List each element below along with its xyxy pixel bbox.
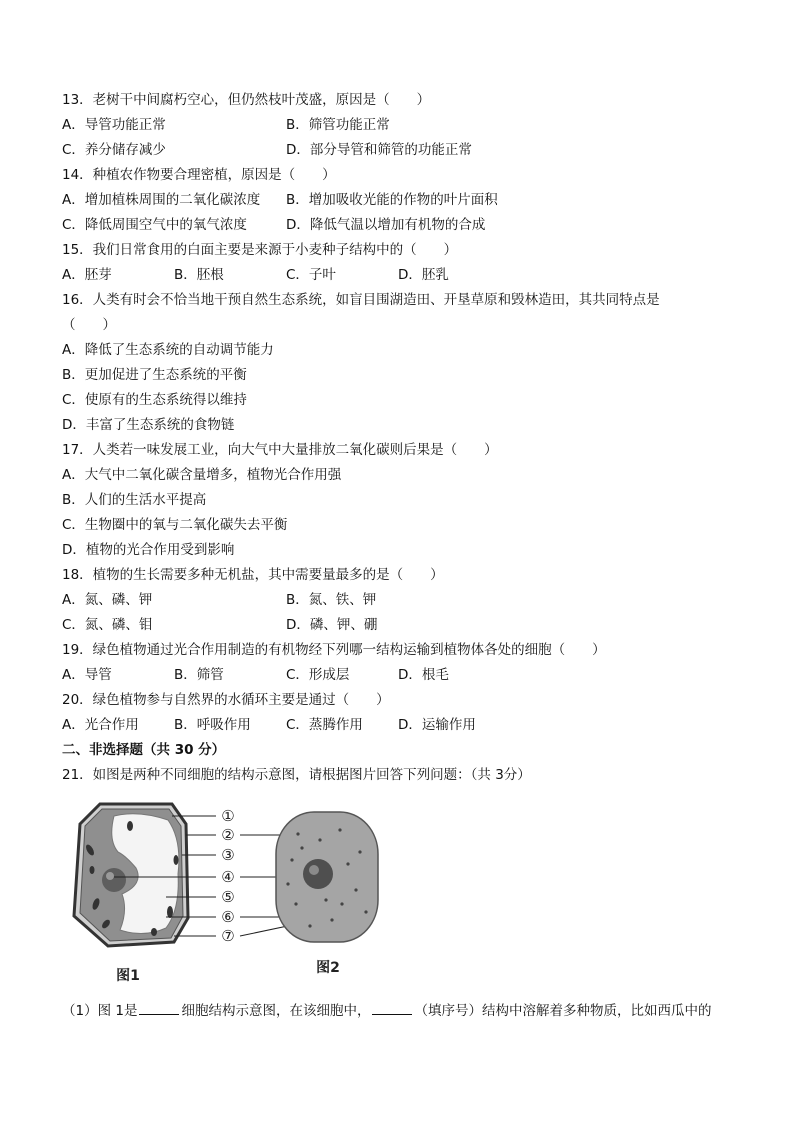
label-4: ④ bbox=[221, 868, 235, 886]
q19-option-d: D．根毛 bbox=[398, 667, 449, 683]
q13-stem: 13．老树干中间腐朽空心，但仍然枝叶茂盛，原因是（ ） bbox=[62, 92, 431, 108]
q21-sub1 bbox=[62, 1000, 711, 1020]
q15-option-b: B．胚根 bbox=[174, 267, 224, 283]
q19-option-b: B．筛管 bbox=[174, 667, 224, 683]
q15-option-c: C．子叶 bbox=[286, 267, 336, 283]
q15-option-d: D．胚乳 bbox=[398, 267, 449, 283]
q19-stem: 19．绿色植物通过光合作用制造的有机物经下列哪一结构运输到植物体各处的细胞（ ） bbox=[62, 642, 606, 658]
q17-option-d: D．植物的光合作用受到影响 bbox=[62, 542, 235, 558]
label-6: ⑥ bbox=[221, 908, 235, 926]
figure-2-caption: 图2 bbox=[316, 960, 340, 976]
q13-option-a: A．导管功能正常 bbox=[62, 117, 166, 133]
q14-option-c: C．降低周围空气中的氧气浓度 bbox=[62, 217, 247, 233]
q21-stem: 21．如图是两种不同细胞的结构示意图，请根据图片回答下列问题：（共 3分） bbox=[62, 767, 531, 783]
q16-option-a: A．降低了生态系统的自动调节能力 bbox=[62, 342, 274, 358]
figure-1-caption: 图1 bbox=[116, 968, 140, 984]
q21-sub1-part2: 细胞结构示意图，在该细胞中， bbox=[181, 1003, 371, 1019]
q20-option-b: B．呼吸作用 bbox=[174, 717, 251, 733]
q17-option-a: A．大气中二氧化碳含量增多，植物光合作用强 bbox=[62, 467, 342, 483]
q21-sub1-part3: （填序号）结构中溶解着多种物质，比如西瓜中的 bbox=[414, 1003, 712, 1019]
answer-blank-2[interactable] bbox=[372, 1000, 412, 1015]
label-7: ⑦ bbox=[221, 927, 235, 945]
q20-option-c: C．蒸腾作用 bbox=[286, 717, 363, 733]
q20-option-d: D．运输作用 bbox=[398, 717, 476, 733]
q17-option-b: B．人们的生活水平提高 bbox=[62, 492, 207, 508]
q20-stem: 20．绿色植物参与自然界的水循环主要是通过（ ） bbox=[62, 692, 390, 708]
q15-stem: 15．我们日常食用的白面主要是来源于小麦种子结构中的（ ） bbox=[62, 242, 458, 258]
q17-stem: 17．人类若一味发展工业，向大气中大量排放二氧化碳则后果是（ ） bbox=[62, 442, 498, 458]
q15-option-a: A．胚芽 bbox=[62, 267, 112, 283]
q14-option-d: D．降低气温以增加有机物的合成 bbox=[286, 217, 486, 233]
q17-option-c: C．生物圈中的氧与二氧化碳失去平衡 bbox=[62, 517, 288, 533]
label-3: ③ bbox=[221, 846, 235, 864]
q16-option-b: B．更加促进了生态系统的平衡 bbox=[62, 367, 247, 383]
q19-option-a: A．导管 bbox=[62, 667, 112, 683]
q14-stem: 14．种植农作物要合理密植，原因是（ ） bbox=[62, 167, 336, 183]
q14-option-b: B．增加吸收光能的作物的叶片面积 bbox=[286, 192, 498, 208]
q16-option-c: C．使原有的生态系统得以维持 bbox=[62, 392, 247, 408]
label-5: ⑤ bbox=[221, 888, 235, 906]
animal-cell-diagram bbox=[276, 812, 378, 942]
plant-cell-diagram bbox=[74, 804, 188, 946]
q13-option-b: B．筛管功能正常 bbox=[286, 117, 390, 133]
section-heading: 二、非选择题（共 30 分） bbox=[62, 742, 226, 758]
q13-option-c: C．养分储存减少 bbox=[62, 142, 166, 158]
label-2: ② bbox=[221, 826, 235, 844]
q16-option-d: D．丰富了生态系统的食物链 bbox=[62, 417, 235, 433]
q18-option-d: D．磷、钾、硼 bbox=[286, 617, 378, 633]
q18-option-a: A．氮、磷、钾 bbox=[62, 592, 153, 608]
q18-option-b: B．氮、铁、钾 bbox=[286, 592, 377, 608]
q21-sub1-part1: （1）图 1是 bbox=[62, 1003, 138, 1019]
q16-paren: （ ） bbox=[62, 317, 116, 333]
label-1: ① bbox=[221, 807, 235, 825]
q14-option-a: A．增加植株周围的二氧化碳浓度 bbox=[62, 192, 261, 208]
q13-option-d: D．部分导管和筛管的功能正常 bbox=[286, 142, 472, 158]
q18-option-c: C．氮、磷、钼 bbox=[62, 617, 153, 633]
q19-option-c: C．形成层 bbox=[286, 667, 350, 683]
cell-diagram-figure bbox=[70, 800, 390, 985]
q18-stem: 18．植物的生长需要多种无机盐，其中需要量最多的是（ ） bbox=[62, 567, 444, 583]
q16-stem: 16．人类有时会不恰当地干预自然生态系统，如盲目围湖造田、开垦草原和毁林造田，其共同特点是 bbox=[62, 292, 660, 308]
answer-blank-1[interactable] bbox=[139, 1000, 179, 1015]
q20-option-a: A．光合作用 bbox=[62, 717, 139, 733]
